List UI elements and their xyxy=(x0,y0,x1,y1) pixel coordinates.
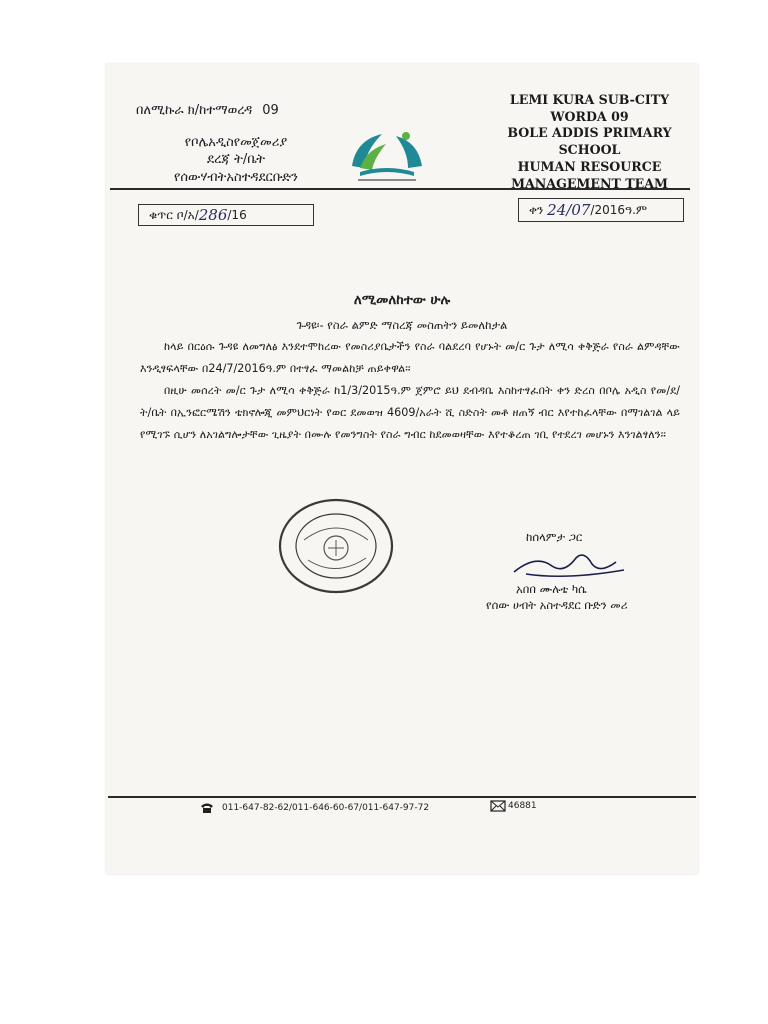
header-left-line1 xyxy=(136,102,336,120)
reference-number-box xyxy=(138,204,314,226)
salutation: ለሚመለከተው ሁሉ xyxy=(353,292,451,308)
header-rule xyxy=(110,188,690,190)
header-right-line5: HUMAN RESOURCE xyxy=(517,158,662,174)
signature-greeting: ከሰላምታ ጋር xyxy=(526,530,583,544)
logo-figure-head xyxy=(402,132,410,140)
footer-rule xyxy=(108,796,696,798)
footer-pobox-number: 46881 xyxy=(508,801,537,811)
header-left-number: 09 xyxy=(262,103,279,118)
body-paragraph-1: ከላይ በርዕሱ ጉዳዩ ለመግለፅ እንደተሞከረው የመስሪያቤታችን የስራ ባልደረባ የሆኑት መ/ር ጉታ ለሚሳ ቀቅጅራ የስራ ልምዳቸው እንዲፃፍላቸው በ24/7/2016ዓ.ም በተፃፈ ማመልከቻ ጠይቀዋል፡፡ xyxy=(140,340,680,375)
date-handwritten: 24/07 xyxy=(547,201,591,219)
envelope-icon xyxy=(490,800,506,812)
header-right-line2: WORDA 09 xyxy=(550,108,629,124)
header-right-line3: BOLE ADDIS PRIMARY xyxy=(507,125,672,141)
header-right-line1: LEMI KURA SUB-CITY xyxy=(509,92,670,107)
reference-handwritten: 286 xyxy=(198,206,228,224)
signatory-title: የሰው ሀብት አስተዳደር ቡድን መሪ xyxy=(486,598,628,612)
subject-line: ጉዳዩ፡- የስራ ልምድ ማስረጃ መስጠትን ይመለከታል xyxy=(296,318,508,332)
date-suffix: /2016ዓ.ም xyxy=(590,202,648,217)
reference-suffix: /16 xyxy=(227,208,247,222)
header-left-line1-text: በለሚኩራ ክ/ከተማወረዳ xyxy=(136,103,253,118)
school-logo xyxy=(342,126,432,184)
letter-sheet xyxy=(106,64,698,874)
signatory-name: አበበ ሙሉቴ ካሴ xyxy=(516,582,587,596)
reference-label: ቁጥር ቦ/አ/ xyxy=(149,207,199,222)
official-stamp xyxy=(274,496,404,596)
footer-pobox xyxy=(490,800,537,812)
header-left-amharic xyxy=(136,102,336,186)
logo-leaf-right xyxy=(396,136,422,168)
letter-body xyxy=(140,336,680,446)
date-label: ቀን xyxy=(529,202,544,217)
header-right-english xyxy=(497,92,682,192)
header-left-line4: የሰውሃብትአስተዳደርቡድን xyxy=(174,169,298,185)
header-left-line3: ደረጃ ት/ቤት xyxy=(207,152,265,168)
logo-caption-line xyxy=(358,179,416,181)
footer-phone xyxy=(200,802,429,814)
handwritten-signature xyxy=(506,544,636,584)
date-box xyxy=(518,198,684,222)
footer-phone-numbers: 011-647-82-62/011-646-60-67/011-647-97-72 xyxy=(222,803,430,813)
telephone-icon xyxy=(200,802,214,814)
header-left-line2: የቦሌአዲስየመጀመሪያ xyxy=(184,134,288,150)
header-right-line4: SCHOOL xyxy=(558,142,621,158)
body-paragraph-2: በዚሁ መሰረት መ/ር ጉታ ለሚሳ ቀቅጅራ ከ1/3/2015ዓ.ም ጀምሮ ይህ ደብዳቤ እስከተፃፈበት ቀን ድረስ በቦሌ አዲስ የመ/ደ/ት/ቤት በኢንፎርሜሽን ቴክኖሎጂ መምህርነት የወር ደመወዝ 4609/አራት ሺ ስድስት መቶ ዘጠኝ ብር እየተከፈላቸው በማገልገል ላይ የሚገኙ ሲሆን ለአገልግሎታቸው ጊዜያት በሙሉ የመንግስት የስራ ግብር ከደመወዛቸው እየተቆረጠ ገቢ የተደረገ መሆኑን እንገልፃለን፡፡ xyxy=(140,384,680,441)
header-right-line6: MANAGEMENT TEAM xyxy=(511,175,668,191)
